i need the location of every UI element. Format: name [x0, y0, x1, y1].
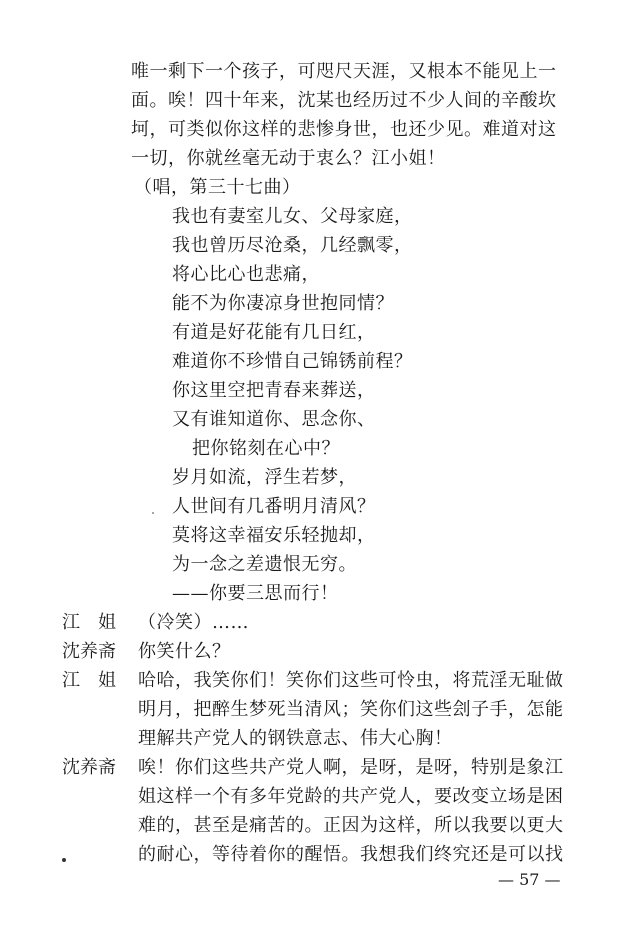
- song-line: 有道是好花能有几日红，: [172, 322, 376, 343]
- song-line: 岁月如流，浮生若梦，: [172, 467, 357, 488]
- dialogue-line: 理解共产党人的钢铁意志、伟大心胸！: [138, 728, 453, 749]
- song-line: 将心比心也悲痛，: [172, 264, 320, 285]
- dialogue-line: 明月，把醉生梦死当清风；笑你们这些刽子手，怎能: [138, 699, 564, 720]
- paragraph-line: 唯一剩下一个孩子，可咫尺天涯，又根本不能见上一: [131, 61, 557, 82]
- page-number: — 57 —: [498, 870, 561, 889]
- song-line: 能不为你凄凉身世抱同情？: [172, 293, 394, 314]
- speaker-name: 江 姐: [62, 612, 116, 633]
- speaker-name: 沈养斋: [62, 641, 116, 662]
- song-line: 把你铭刻在心中？: [192, 438, 340, 459]
- song-line: 你这里空把青春来葬送，: [172, 380, 376, 401]
- song-line: 为一念之差遗恨无穷。: [172, 554, 357, 575]
- scan-speck: [62, 858, 66, 862]
- paragraph-line: 一切，你就丝毫无动于衷么？江小姐！: [131, 148, 446, 169]
- song-line: ——你要三思而行！: [172, 583, 339, 604]
- speaker-name: 江 姐: [62, 670, 116, 691]
- song-line: 我也曾历尽沧桑，几经飘零，: [172, 235, 413, 256]
- song-line: 我也有妻室儿女、父母家庭，: [172, 206, 413, 227]
- paragraph-line: 面。唉！四十年来，沈某也经历过不少人间的辛酸坎: [131, 90, 557, 111]
- speaker-name: 沈养斋: [62, 757, 116, 778]
- dialogue-line: 难的，甚至是痛苦的。正因为这样，所以我要以更大: [138, 815, 564, 836]
- dialogue-line: 姐这样一个有多年党龄的共产党人，要改变立场是困: [138, 786, 564, 807]
- dialogue-line: 唉！你们这些共产党人啊，是呀，是呀，特别是象江: [138, 757, 564, 778]
- song-line: 难道你不珍惜自己锦锈前程？: [172, 351, 413, 372]
- song-heading: （唱，第三十七曲）: [134, 177, 301, 198]
- dialogue-line: （冷笑）……: [138, 612, 249, 633]
- scan-speck: [152, 512, 154, 514]
- paragraph-line: 坷，可类似你这样的悲惨身世，也还少见。难道对这: [131, 119, 557, 140]
- dialogue-line: 的耐心，等待着你的醒悟。我想我们终究还是可以找: [138, 844, 564, 865]
- dialogue-line: 哈哈，我笑你们！笑你们这些可怜虫，将荒淫无耻做: [138, 670, 564, 691]
- dialogue-line: 你笑什么？: [138, 641, 231, 662]
- song-line: 莫将这幸福安乐轻抛却，: [172, 525, 376, 546]
- song-line: 又有谁知道你、思念你、: [172, 409, 376, 430]
- song-line: 人世间有几番明月清风？: [172, 496, 376, 517]
